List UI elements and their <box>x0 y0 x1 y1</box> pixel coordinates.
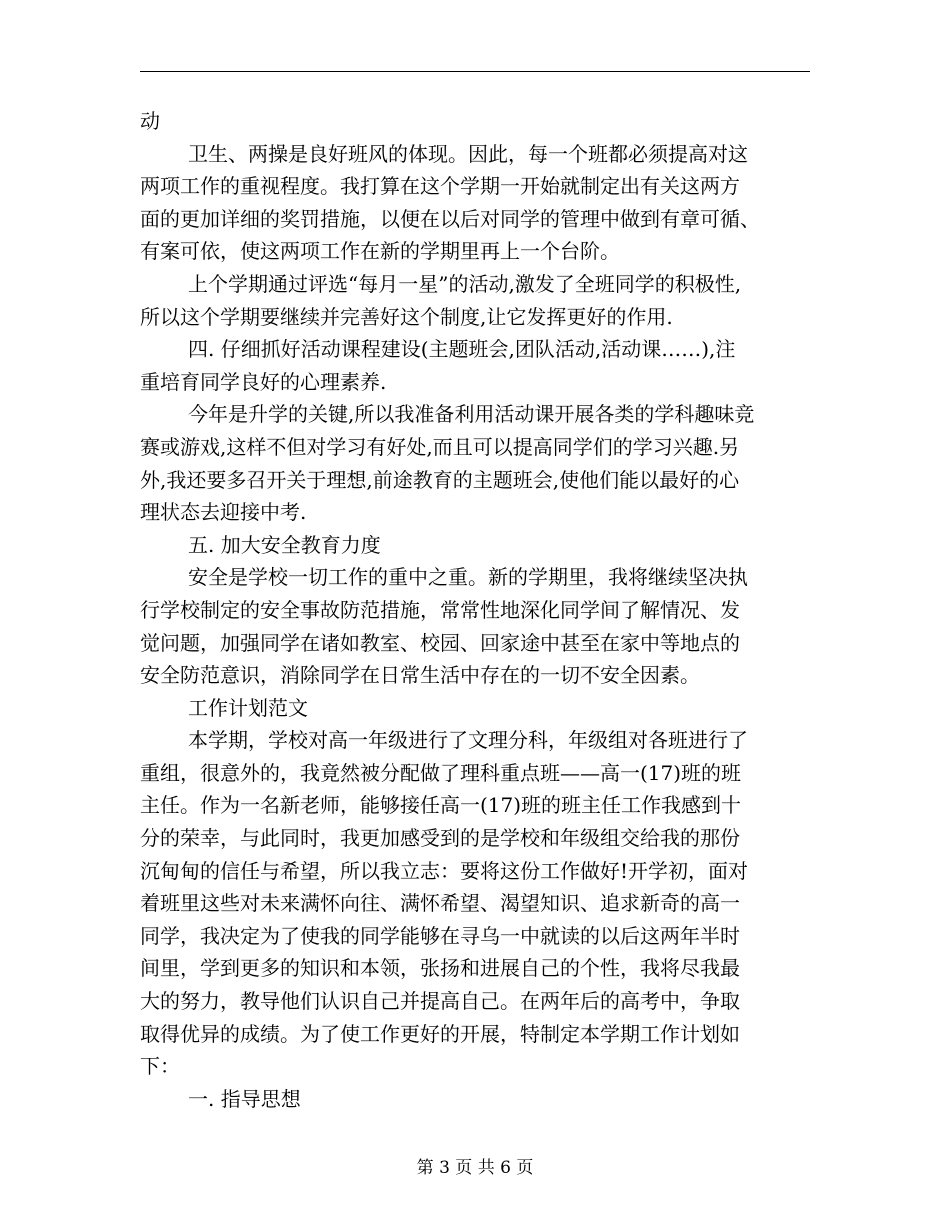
text-line: 间里，学到更多的知识和本领，张扬和进展自己的个性，我将尽我最 <box>140 956 740 981</box>
text-line: 取得优异的成绩。为了使工作更好的开展，特制定本学期工作计划如 <box>140 1021 740 1046</box>
text-line: 觉问题，加强同学在诸如教室、校园、回家途中甚至在家中等地点的 <box>140 630 740 655</box>
text-line: 沉甸甸的信任与希望，所以我立志：要将这份工作做好!开学初，面对 <box>140 858 749 883</box>
text-line: 赛或游戏,这样不但对学习有好处,而且可以提高同学们的学习兴趣.另 <box>140 434 740 459</box>
text-line: 面的更加详细的奖罚措施，以便在以后对同学的管理中做到有章可循、 <box>140 206 760 231</box>
text-line: 有案可依，使这两项工作在新的学期里再上一个台阶。 <box>140 239 620 264</box>
text-line: 卫生、两操是良好班风的体现。因此，每一个班都必须提高对这 <box>188 141 748 166</box>
page-footer: 第 3 页 共 6 页 <box>416 1158 534 1178</box>
text-line: 所以这个学期要继续并完善好这个制度,让它发挥更好的作用. <box>140 304 673 329</box>
text-line: 安全是学校一切工作的重中之重。新的学期里，我将继续坚决执 <box>188 565 748 590</box>
text-line: 主任。作为一名新老师，能够接任高一(17)班的班主任工作我感到十 <box>140 793 742 818</box>
text-line: 下： <box>140 1054 180 1079</box>
text-line: 着班里这些对未来满怀向往、满怀希望、渴望知识、追求新奇的高一 <box>140 891 740 916</box>
text-line: 理状态去迎接中考. <box>140 500 307 525</box>
text-line: 重培育同学良好的心理素养. <box>140 369 387 394</box>
text-line: 分的荣幸，与此同时，我更加感受到的是学校和年级组交给我的那份 <box>140 826 740 851</box>
text-line: 两项工作的重视程度。我打算在这个学期一开始就制定出有关这两方 <box>140 174 740 199</box>
text-line: 行学校制定的安全事故防范措施，常常性地深化同学间了解情况、发 <box>140 597 740 622</box>
header-rule <box>140 71 810 72</box>
text-line: 五. 加大安全教育力度 <box>188 532 381 557</box>
text-line: 本学期，学校对高一年级进行了文理分科，年级组对各班进行了 <box>188 728 748 753</box>
text-line: 重组，很意外的，我竟然被分配做了理科重点班——高一(17)班的班 <box>140 760 742 785</box>
text-line: 同学，我决定为了使我的同学能够在寻乌一中就读的以后这两年半时 <box>140 923 740 948</box>
text-line: 上个学期通过评选“每月一星”的活动,激发了全班同学的积极性, <box>188 271 742 296</box>
text-line: 今年是升学的关键,所以我准备利用活动课开展各类的学科趣味竞 <box>188 402 755 427</box>
text-line: 安全防范意识，消除同学在日常生活中存在的一切不安全因素。 <box>140 663 700 688</box>
text-line: 一. 指导思想 <box>188 1086 301 1111</box>
text-line: 动 <box>140 109 160 133</box>
text-line: 外,我还要多召开关于理想,前途教育的主题班会,使他们能以最好的心 <box>140 467 740 492</box>
body-text <box>140 105 812 1115</box>
text-line: 四. 仔细抓好活动课程建设(主题班会,团队活动,活动课……),注 <box>188 337 736 362</box>
text-line: 大的努力，教导他们认识自己并提高自己。在两年后的高考中，争取 <box>140 989 740 1014</box>
text-line: 工作计划范文 <box>188 695 308 720</box>
